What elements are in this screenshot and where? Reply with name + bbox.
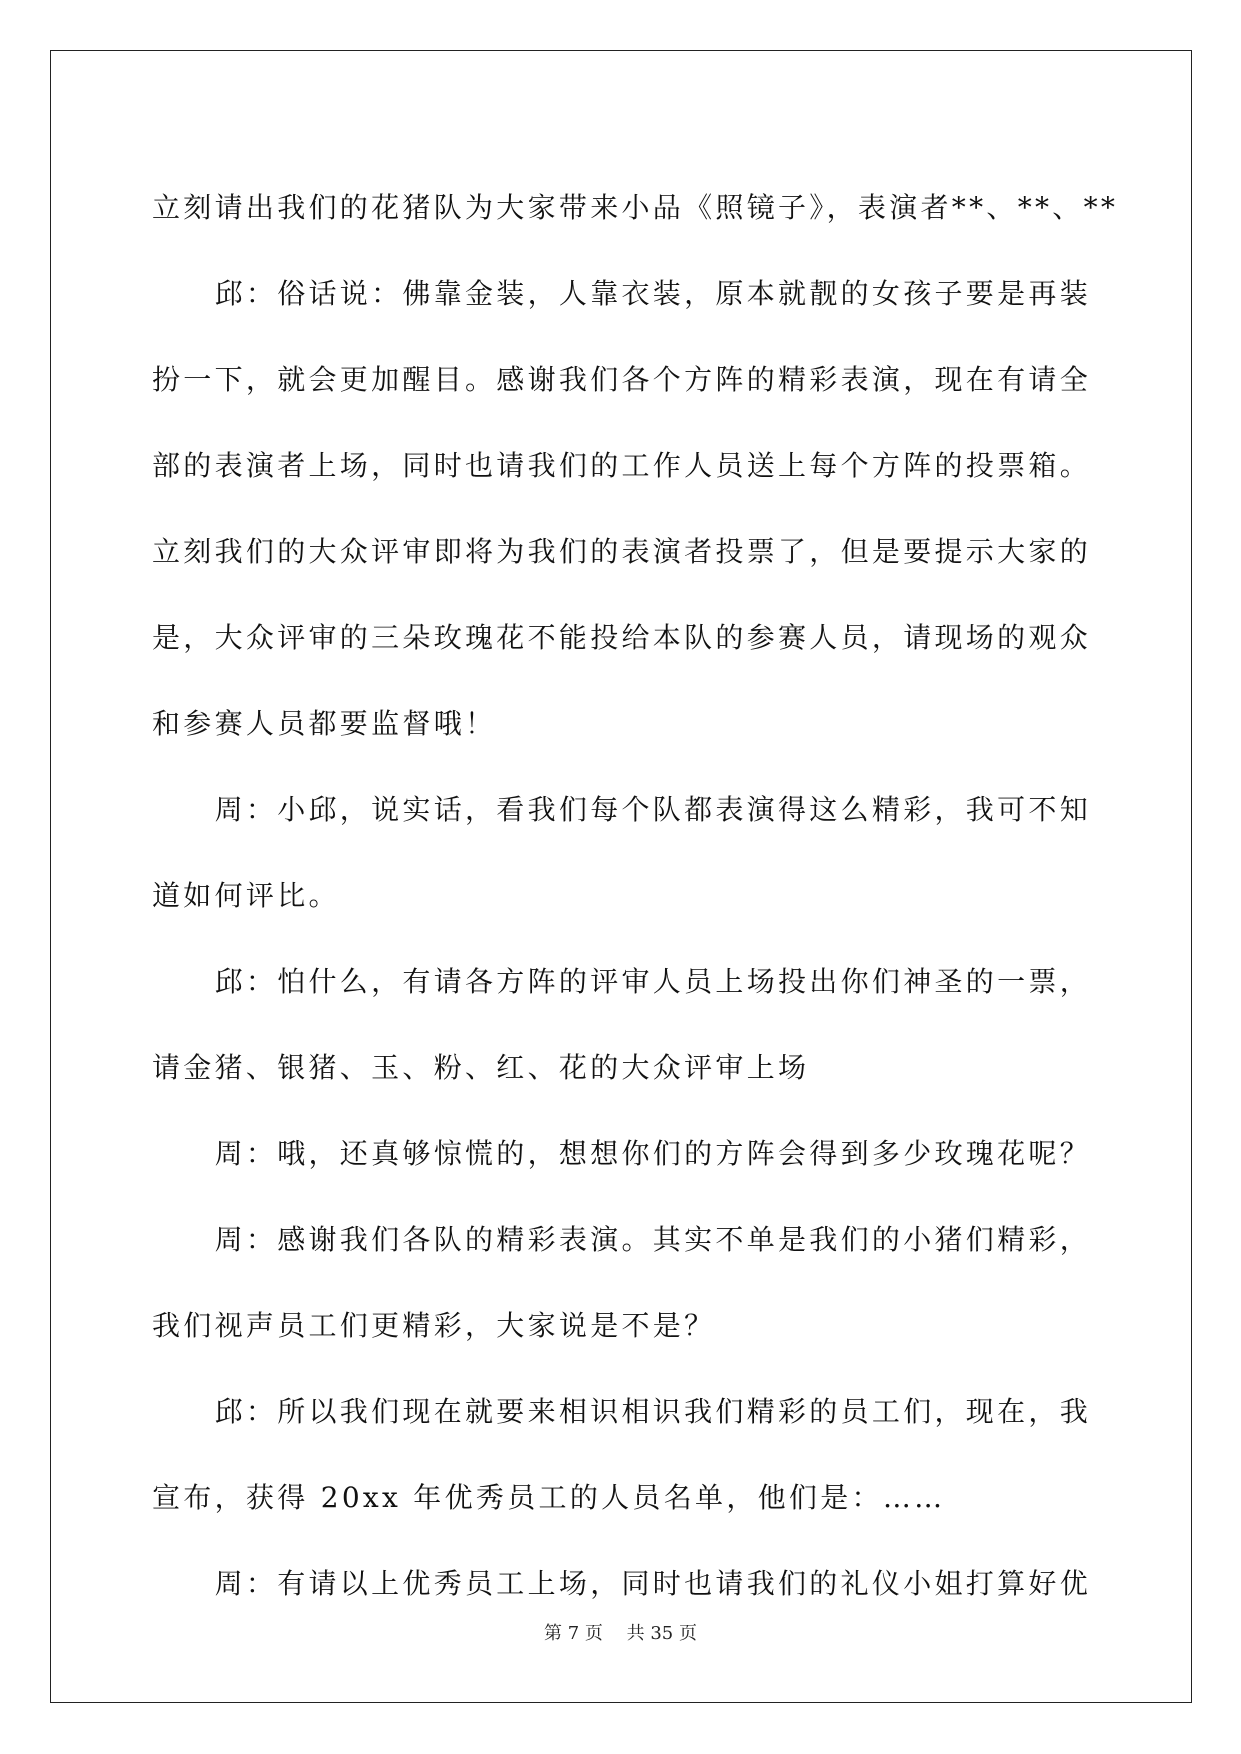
- text-line: 周：小邱，说实话，看我们每个队都表演得这么精彩，我可不知: [152, 793, 1092, 826]
- page-number-footer: 第 7 页 共 35 页: [544, 1623, 697, 1644]
- document-body: [152, 165, 1119, 1627]
- text-line: 邱：所以我们现在就要来相识相识我们精彩的员工们，现在，我: [152, 1395, 1092, 1428]
- text-line: 周：感谢我们各队的精彩表演。其实不单是我们的小猪们精彩，: [152, 1223, 1092, 1256]
- text-line: 立刻请出我们的花猪队为大家带来小品《照镜子》，表演者**、**、**: [152, 191, 1119, 224]
- text-line: 周：哦，还真够惊慌的，想想你们的方阵会得到多少玫瑰花呢？: [152, 1137, 1092, 1170]
- text-line: 请金猪、银猪、玉、粉、红、花的大众评审上场: [152, 1051, 810, 1084]
- text-line: 和参赛人员都要监督哦！: [152, 707, 497, 740]
- text-line: 道如何评比。: [152, 879, 340, 912]
- text-line: 部的表演者上场，同时也请我们的工作人员送上每个方阵的投票箱。: [152, 449, 1092, 482]
- text-line: 周：有请以上优秀员工上场，同时也请我们的礼仪小姐打算好优: [152, 1567, 1092, 1600]
- text-line: 是，大众评审的三朵玫瑰花不能投给本队的参赛人员，请现场的观众: [152, 621, 1092, 654]
- text-line: 扮一下，就会更加醒目。感谢我们各个方阵的精彩表演，现在有请全: [152, 363, 1092, 396]
- text-line: 宣布，获得 20xx 年优秀员工的人员名单，他们是：……: [152, 1481, 946, 1514]
- text-line: 邱：俗话说：佛靠金装，人靠衣装，原本就靓的女孩子要是再装: [152, 277, 1092, 310]
- text-line: 立刻我们的大众评审即将为我们的表演者投票了，但是要提示大家的: [152, 535, 1092, 568]
- text-line: 我们视声员工们更精彩，大家说是不是？: [152, 1309, 716, 1342]
- text-line: 邱：怕什么，有请各方阵的评审人员上场投出你们神圣的一票，: [152, 965, 1092, 998]
